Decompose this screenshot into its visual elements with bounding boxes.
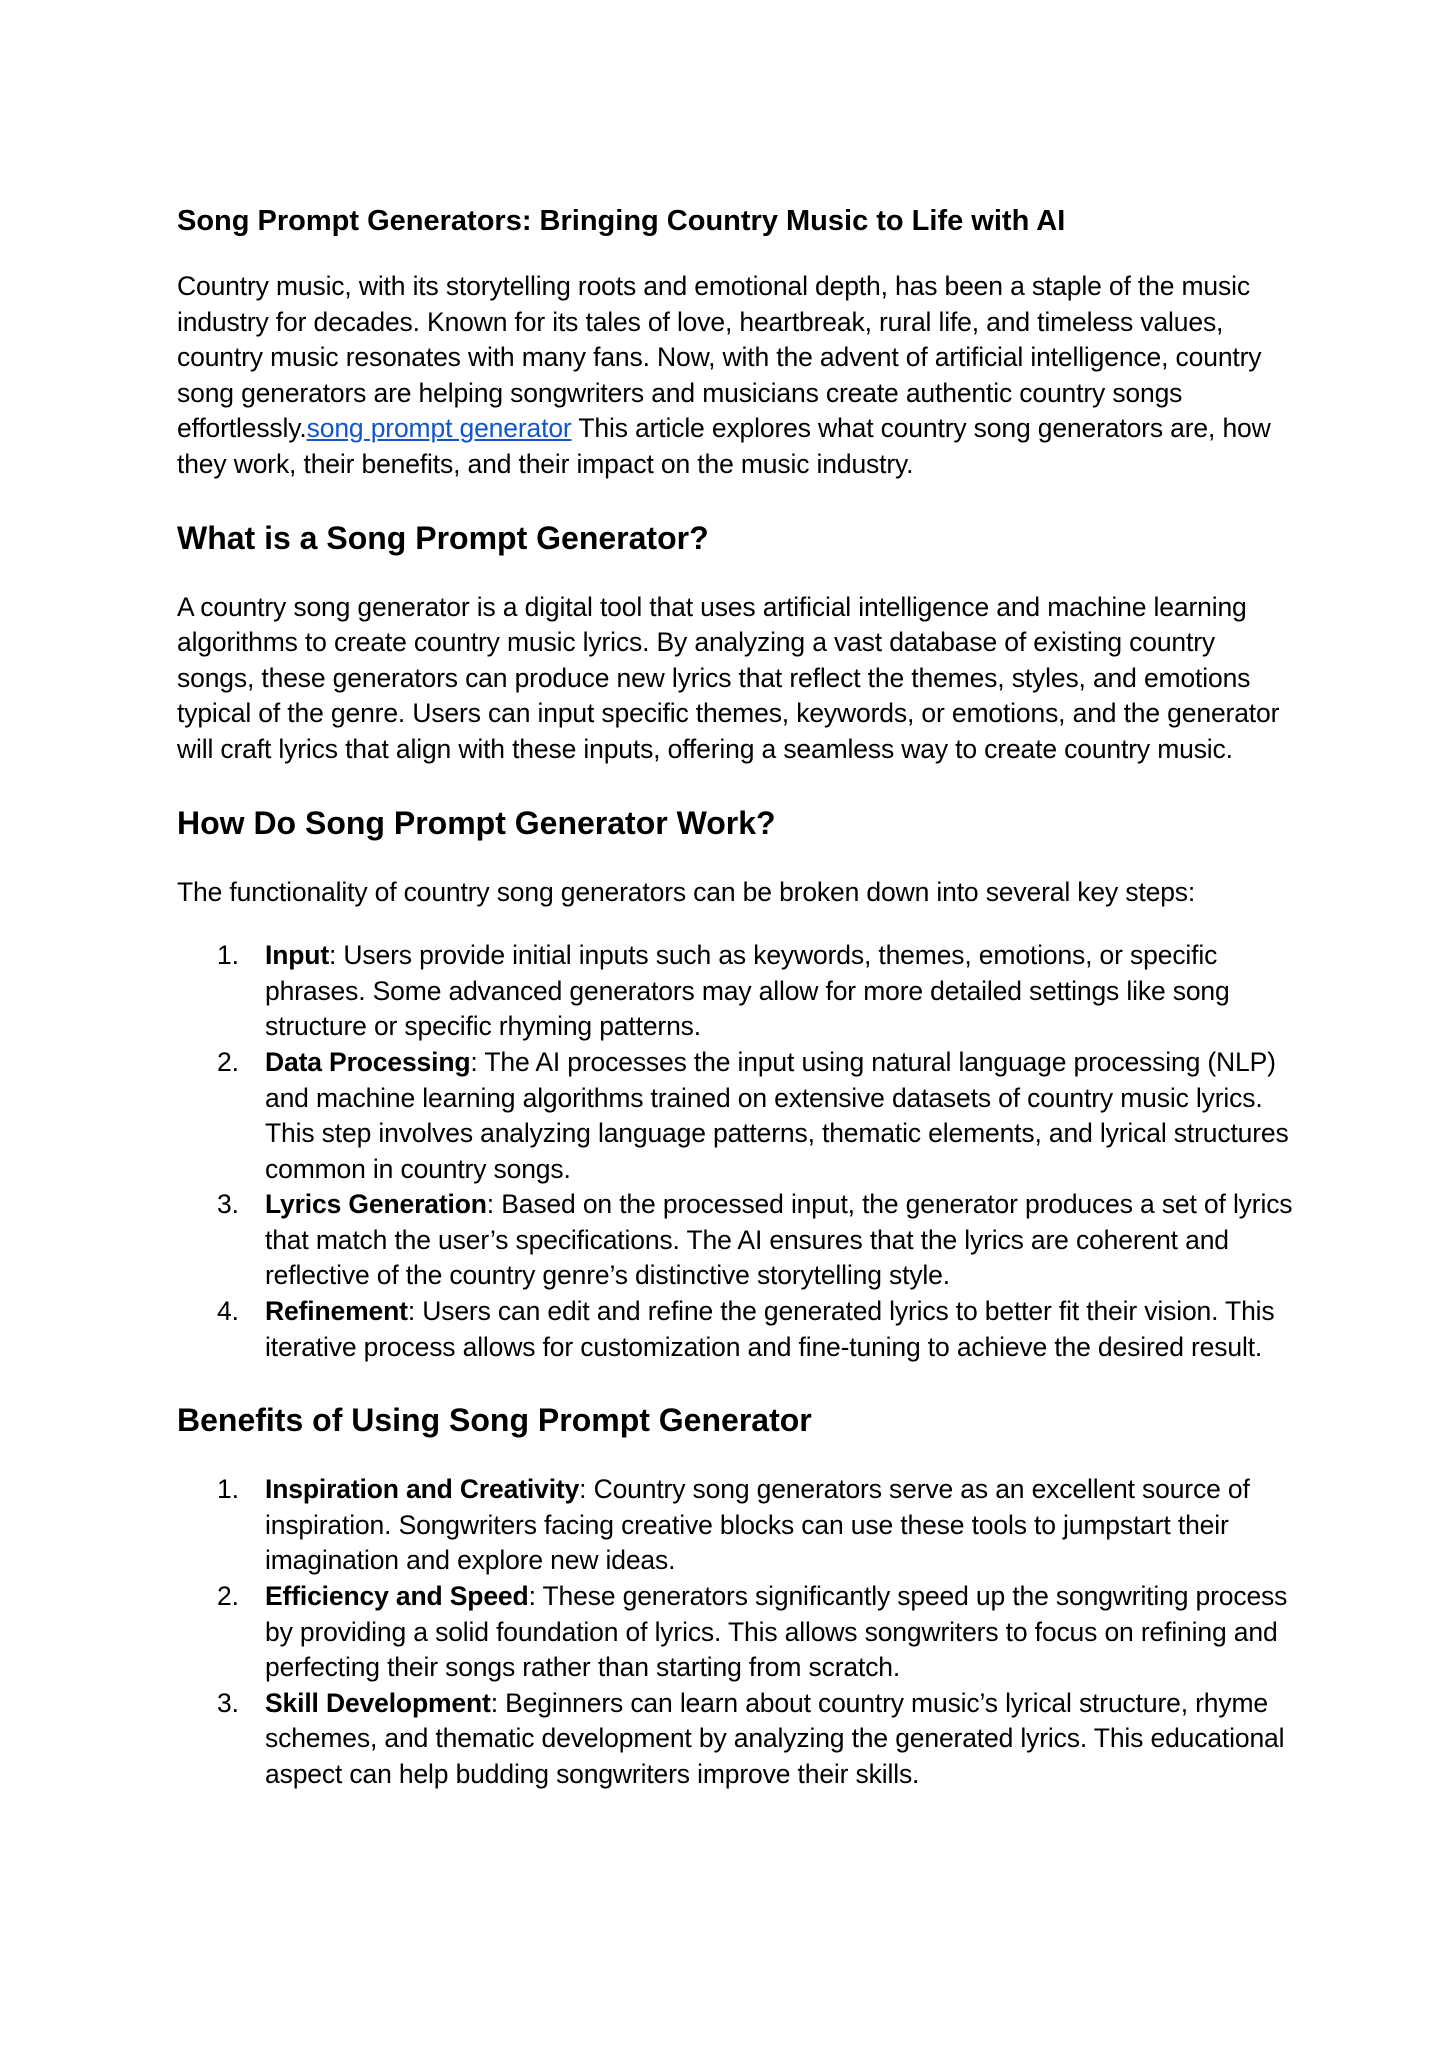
list-item [177,1579,1297,1686]
list-term: Refinement [265,1296,408,1327]
list-text: : Users provide initial inputs such as keywords, themes, emotions, or specific phrases. Some advanced generators may allow for more detailed settings like song structure or specific rhyming patterns. [265,940,1230,1042]
list-text: : Beginners can learn about country music’s lyrical structure, rhyme schemes, and thematic development by analyzing the generated lyrics. This educational aspect can help budding songwriters improve their skills. [265,1687,1285,1789]
how-it-works-steps [177,938,1297,1365]
list-number: 3. [217,1189,239,1220]
list-number: 1. [217,940,239,971]
intro-text-continued: This article explores what country song generators are, how they work, their benefits, and their impact on the music industry. [177,413,1271,479]
list-item [177,1472,1297,1579]
list-item [177,1045,1297,1187]
document-page [177,200,1297,1793]
list-number: 3. [217,1687,239,1718]
list-text: : These generators significantly speed up the songwriting process by providing a solid foundation of lyrics. This allows songwriters to focus on refining and perfecting their songs rather than starting from scratch. [265,1581,1288,1683]
list-item [177,1294,1297,1365]
document-title: Song Prompt Generators: Bringing Country Music to Life with AI [177,205,1066,237]
how-it-works-intro: The functionality of country song generators can be broken down into several key steps: [177,876,1196,907]
list-item [177,1187,1297,1294]
list-term: Lyrics Generation [265,1189,487,1220]
list-number: 4. [217,1296,239,1327]
list-text: : Users can edit and refine the generated lyrics to better fit their vision. This iterative process allows for customization and fine-tuning to achieve the desired result. [265,1296,1275,1362]
list-term: Data Processing [265,1046,471,1077]
list-item [177,1686,1297,1793]
intro-text: Country music, with its storytelling roots and emotional depth, has been a staple of the music industry for decades. Known for its tales of love, heartbreak, rural life, and timeless values, country music resonates with many fans. Now, with the advent of artificial intelligence, country song generators are helping songwriters and musicians create authentic country songs effortlessly. [177,271,1262,444]
section-heading-what-is: What is a Song Prompt Generator? [177,519,709,556]
list-term: Input [265,940,329,971]
list-number: 1. [217,1474,239,1505]
section-heading-how-it-works: How Do Song Prompt Generator Work? [177,804,776,841]
list-item [177,938,1297,1045]
benefits-list [177,1472,1297,1792]
section-heading-benefits: Benefits of Using Song Prompt Generator [177,1402,812,1439]
list-term: Skill Development [265,1687,491,1718]
list-number: 2. [217,1046,239,1077]
intro-paragraph [177,269,1297,483]
list-text: : The AI processes the input using natural language processing (NLP) and machine learning algorithms trained on extensive datasets of country music lyrics. This step involves analyzing language patterns, thematic elements, and lyrical structures common in country songs. [265,1046,1289,1184]
list-number: 2. [217,1581,239,1612]
list-term: Efficiency and Speed [265,1581,529,1612]
list-text: : Country song generators serve as an excellent source of inspiration. Songwriters facing creative blocks can use these tools to jumpstart their imagination and explore new ideas. [265,1474,1250,1576]
what-is-paragraph: A country song generator is a digital tool that uses artificial intelligence and machine learning algorithms to create country music lyrics. By analyzing a vast database of existing country songs, these generators can produce new lyrics that reflect the themes, styles, and emotions typical of the genre. Users can input specific themes, keywords, or emotions, and the generator will craft lyrics that align with these inputs, offering a seamless way to create country music. [177,591,1280,764]
list-text: : Based on the processed input, the generator produces a set of lyrics that match the user’s specifications. The AI ensures that the lyrics are coherent and reflective of the country genre’s distinctive storytelling style. [265,1189,1293,1291]
song-prompt-generator-link[interactable]: song prompt generator [306,413,572,444]
list-term: Inspiration and Creativity [265,1474,580,1505]
